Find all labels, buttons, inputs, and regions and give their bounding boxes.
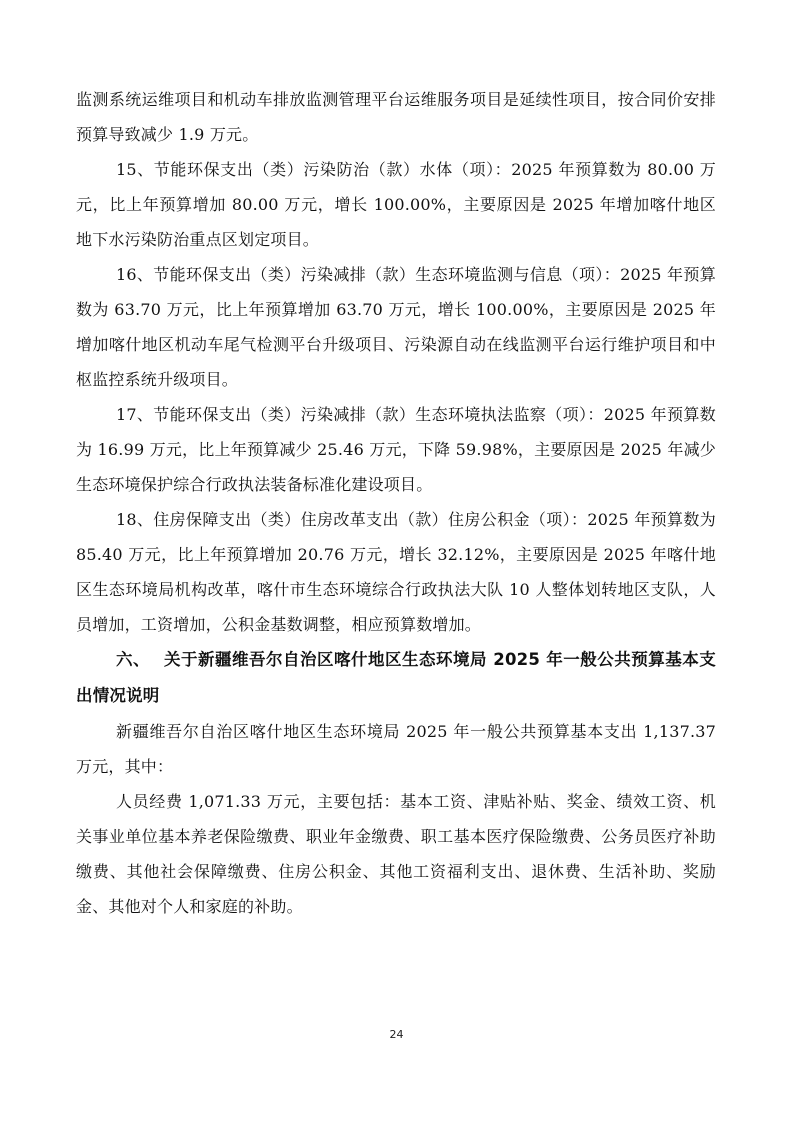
section-heading-6 [76, 642, 716, 714]
document-body [76, 82, 716, 924]
paragraph-item-16: 16、节能环保支出（类）污染减排（款）生态环境监测与信息（项）：2025 年预算数为 63.70 万元，比上年预算增加 63.70 万元，增长 100.00%，主要原因是 2025 年增加喀什地区机动车尾气检测平台升级项目、污染源自动在线监测平台运行维护项目和中枢监控系统升级项目。 [76, 265, 716, 389]
paragraph-basic-expenditure-total: 新疆维吾尔自治区喀什地区生态环境局 2025 年一般公共预算基本支出 1,137.37 万元，其中： [76, 722, 716, 776]
paragraph-item-17: 17、节能环保支出（类）污染减排（款）生态环境执法监察（项）：2025 年预算数为 16.99 万元，比上年预算减少 25.46 万元，下降 59.98%，主要原因是 2025 年减少生态环境保护综合行政执法装备标准化建设项目。 [76, 405, 716, 494]
paragraph-item-15: 15、节能环保支出（类）污染防治（款）水体（项）：2025 年预算数为 80.00 万元，比上年预算增加 80.00 万元，增长 100.00%，主要原因是 2025 年增加喀什地区地下水污染防治重点区划定项目。 [76, 160, 716, 249]
section-heading-text: 关于新疆维吾尔自治区喀什地区生态环境局 2025 年一般公共预算基本支出情况说明 [76, 650, 716, 705]
paragraph-item-18: 18、住房保障支出（类）住房改革支出（款）住房公积金（项）：2025 年预算数为 85.40 万元，比上年预算增加 20.76 万元，增长 32.12%，主要原因是 2025 年喀什地区生态环境局机构改革，喀什市生态环境综合行政执法大队 10 人整体划转地区支队，人员增加，工资增加，公积金基数调整，相应预算数增加。 [76, 510, 716, 634]
page-number: 24 [389, 1028, 404, 1041]
section-heading-number: 六、 [116, 650, 151, 669]
paragraph-personnel-expenses: 人员经费 1,071.33 万元，主要包括：基本工资、津贴补贴、奖金、绩效工资、机关事业单位基本养老保险缴费、职业年金缴费、职工基本医疗保险缴费、公务员医疗补助缴费、其他社会保障缴费、住房公积金、其他工资福利支出、退休费、生活补助、奖励金、其他对个人和家庭的补助。 [76, 792, 716, 916]
paragraph-continuation: 监测系统运维项目和机动车排放监测管理平台运维服务项目是延续性项目，按合同价安排预算导致减少 1.9 万元。 [76, 90, 716, 144]
